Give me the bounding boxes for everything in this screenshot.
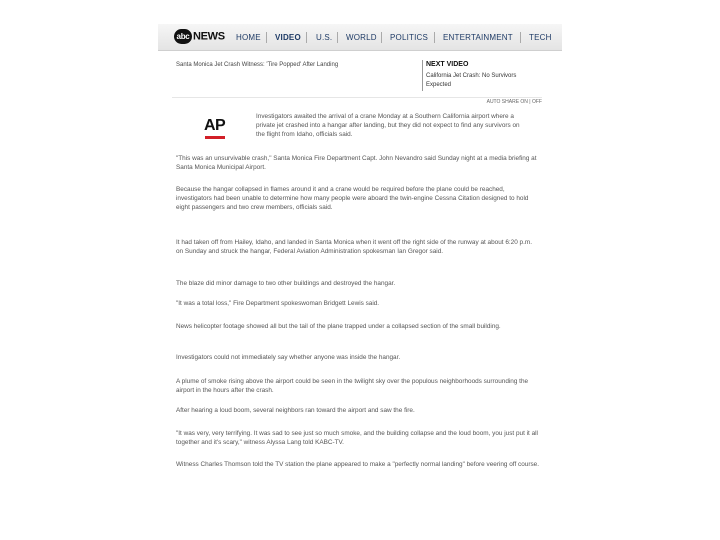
ap-logo xyxy=(204,117,225,139)
nav-world[interactable]: WORLD xyxy=(346,33,377,42)
article-paragraph: It had taken off from Hailey, Idaho, and landed in Santa Monica when it went off the right side of the runway at about 6:20 p.m. on Sunday and struck the hangar, Federal Aviation Administration spokesman Ian Gregor said. xyxy=(176,239,532,255)
nav-separator xyxy=(434,32,435,43)
nav-tech[interactable]: TECH xyxy=(529,33,552,42)
nav-separator xyxy=(381,32,382,43)
abc-news-logo[interactable] xyxy=(174,29,225,44)
nav-us[interactable]: U.S. xyxy=(316,33,333,42)
article-paragraph: "This was an unsurvivable crash," Santa Monica Fire Department Capt. John Nevandro said Sunday night at a media briefing at Santa Monica Municipal Airport. xyxy=(176,155,537,171)
article-paragraph: News helicopter footage showed all but the tail of the plane trapped under a collapsed section of the small building. xyxy=(176,323,501,330)
article-paragraph: After hearing a loud boom, several neighbors ran toward the airport and saw the fire. xyxy=(176,407,415,414)
nav-separator xyxy=(337,32,338,43)
article-paragraph: Witness Charles Thomson told the TV station the plane appeared to make a "perfectly normal landing" before veering off course. xyxy=(176,461,539,468)
video-divider xyxy=(172,97,542,98)
article-paragraph: A plume of smoke rising above the airport could be seen in the twilight sky over the populous neighborhoods surrounding the airport in the hours after the crash. xyxy=(176,378,529,394)
nav-video[interactable]: VIDEO xyxy=(275,33,301,42)
article-lead-paragraph: Investigators awaited the arrival of a crane Monday at a Southern California airport where a private jet crashed into a hangar after landing, but they did not expect to find any survivors on the flight from Idaho, officials said. xyxy=(256,113,520,138)
nav-separator xyxy=(306,32,307,43)
article-paragraph: Because the hangar collapsed in flames around it and a crane would be required before the plane could be reached, investigators had been unable to determine how many people were aboard the twin-engine Cessna Citation designed to hold eight passengers and two crew members, officials said. xyxy=(176,186,529,211)
ap-logo-text: AP xyxy=(204,117,226,134)
next-video-label: NEXT VIDEO xyxy=(426,61,469,68)
article-paragraph: "It was very, very terrifying. It was sad to see just so much smoke, and the building collapse and the loud boom, you just put it all together and it's scary," witness Alyssa Lang told KABC-TV. xyxy=(176,430,538,446)
ap-logo-underline xyxy=(205,136,225,139)
nav-entertainment[interactable]: ENTERTAINMENT xyxy=(443,33,513,42)
news-logo-word: NEWS xyxy=(193,30,225,43)
next-video-divider xyxy=(422,60,423,91)
autoplay-toggle[interactable]: AUTO SHARE ON | OFF xyxy=(486,99,542,105)
current-video-title[interactable]: Santa Monica Jet Crash Witness: 'Tire Popped' After Landing xyxy=(176,62,339,68)
nav-home[interactable]: HOME xyxy=(236,33,261,42)
next-video-title[interactable]: California Jet Crash: No Survivors Expected xyxy=(426,73,517,88)
article-page xyxy=(158,20,562,488)
nav-separator xyxy=(266,32,267,43)
nav-politics[interactable]: POLITICS xyxy=(390,33,429,42)
article-paragraph: The blaze did minor damage to two other buildings and destroyed the hangar. xyxy=(176,280,396,287)
article-paragraph: "It was a total loss," Fire Department spokeswoman Bridgett Lewis said. xyxy=(176,300,380,307)
top-navigation-bar xyxy=(158,24,562,51)
abc-logo-mark: abc xyxy=(174,29,192,44)
article-paragraph: Investigators could not immediately say whether anyone was inside the hangar. xyxy=(176,354,401,361)
nav-separator xyxy=(520,32,521,43)
